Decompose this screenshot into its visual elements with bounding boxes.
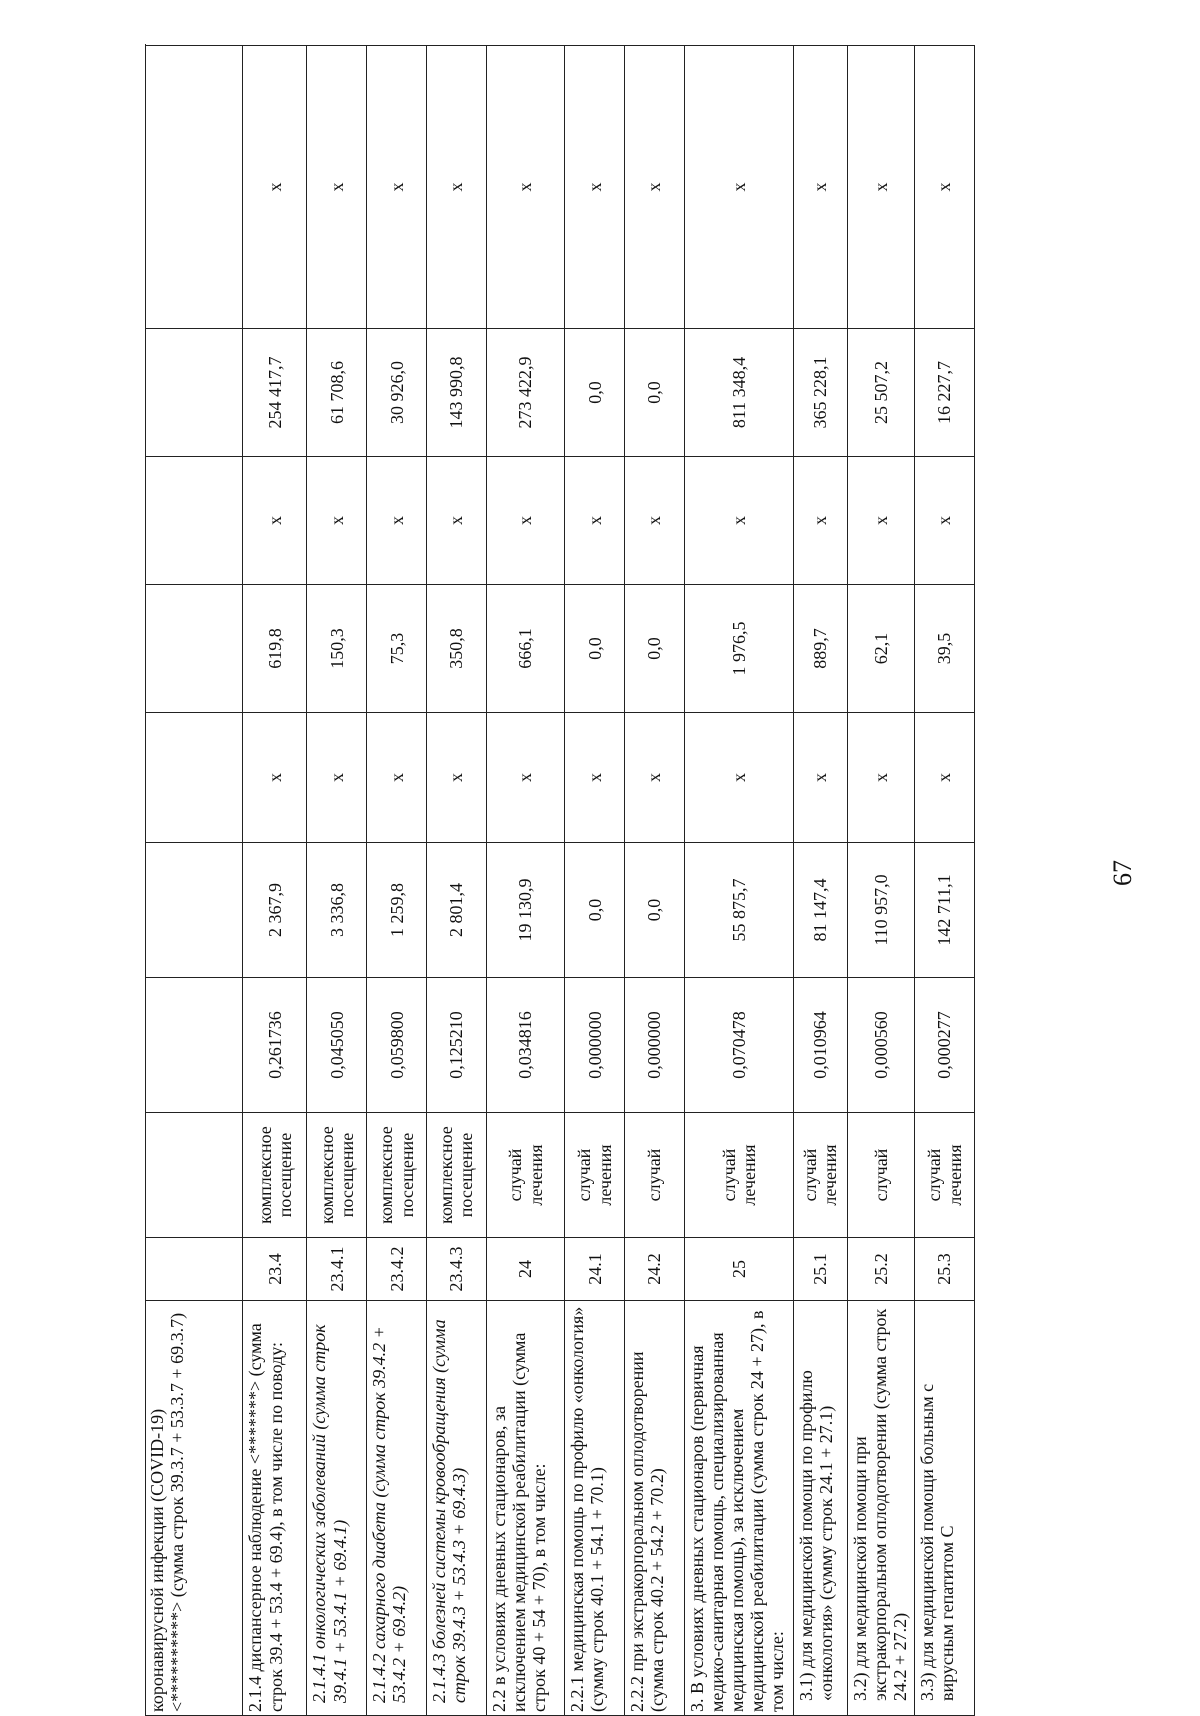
cell-v7: х bbox=[847, 46, 915, 329]
cell-v6: 254 417,7 bbox=[243, 329, 307, 457]
cell-v5: х bbox=[427, 457, 487, 585]
cell-code: 25 bbox=[684, 1238, 793, 1301]
cell-code bbox=[145, 1238, 243, 1301]
cell-v5: х bbox=[684, 457, 793, 585]
cell-code: 24.1 bbox=[565, 1238, 625, 1301]
cell-unit: случай лечения bbox=[793, 1113, 847, 1238]
cell-v3: х bbox=[307, 713, 367, 843]
cell-v4: 62,1 bbox=[847, 585, 915, 713]
cell-v6: 0,0 bbox=[565, 329, 625, 457]
cell-v1: 0,125210 bbox=[427, 978, 487, 1113]
cell-code: 23.4.3 bbox=[427, 1238, 487, 1301]
cell-v6: 25 507,2 bbox=[847, 329, 915, 457]
cell-v7: х bbox=[793, 46, 847, 329]
cell-v2: 55 875,7 bbox=[684, 843, 793, 978]
cell-v4: 75,3 bbox=[367, 585, 427, 713]
cell-v5: х bbox=[307, 457, 367, 585]
cell-v4 bbox=[145, 585, 243, 713]
cell-name: коронавирусной инфекции (COVID-19) <**********> (сумма строк 39.3.7 + 53.3.7 + 69.3.7) bbox=[145, 1301, 243, 1716]
cell-v4: 619,8 bbox=[243, 585, 307, 713]
cell-unit: комплексное посещение bbox=[243, 1113, 307, 1238]
financing-table bbox=[145, 45, 975, 1716]
cell-name: 2.2.2 при экстракорпоральном оплодотворении (сумма строк 40.2 + 54.2 + 70.2) bbox=[625, 1301, 685, 1716]
cell-v7: х bbox=[684, 46, 793, 329]
cell-v7: х bbox=[367, 46, 427, 329]
cell-unit bbox=[145, 1113, 243, 1238]
cell-v1: 0,059800 bbox=[367, 978, 427, 1113]
cell-v3: х bbox=[915, 713, 975, 843]
cell-v3: х bbox=[847, 713, 915, 843]
cell-v1: 0,261736 bbox=[243, 978, 307, 1113]
cell-code: 23.4 bbox=[243, 1238, 307, 1301]
cell-name: 3.1) для медицинской помощи по профилю «онкология» (сумму строк 24.1 + 27.1) bbox=[793, 1301, 847, 1716]
cell-code: 25.3 bbox=[915, 1238, 975, 1301]
cell-v1: 0,010964 bbox=[793, 978, 847, 1113]
rotated-table-page bbox=[145, 46, 1005, 1716]
table-row bbox=[307, 46, 367, 1716]
cell-unit: случай bbox=[847, 1113, 915, 1238]
cell-unit: случай лечения bbox=[565, 1113, 625, 1238]
cell-v2: 0,0 bbox=[565, 843, 625, 978]
cell-unit: комплексное посещение bbox=[307, 1113, 367, 1238]
cell-name: 3.3) для медицинской помощи больным с вирусным гепатитом С bbox=[915, 1301, 975, 1716]
cell-unit: случай лечения bbox=[486, 1113, 564, 1238]
cell-v4: 0,0 bbox=[565, 585, 625, 713]
cell-v1: 0,000560 bbox=[847, 978, 915, 1113]
cell-name: 2.2.1 медицинская помощь по профилю «онкология» (сумму строк 40.1 + 54.1 + 70.1) bbox=[565, 1301, 625, 1716]
cell-code: 23.4.1 bbox=[307, 1238, 367, 1301]
table-body bbox=[145, 46, 975, 1716]
table-row bbox=[793, 46, 847, 1716]
cell-code: 25.1 bbox=[793, 1238, 847, 1301]
cell-v1 bbox=[145, 978, 243, 1113]
table-row bbox=[367, 46, 427, 1716]
cell-v4: 150,3 bbox=[307, 585, 367, 713]
cell-v7: х bbox=[915, 46, 975, 329]
cell-v5: х bbox=[367, 457, 427, 585]
cell-v7: х bbox=[486, 46, 564, 329]
cell-v2: 3 336,8 bbox=[307, 843, 367, 978]
cell-v5: х bbox=[847, 457, 915, 585]
cell-name: 2.1.4 диспансерное наблюдение <*******> (сумма строк 39.4 + 53.4 + 69.4), в том числе по поводу: bbox=[243, 1301, 307, 1716]
table-row bbox=[145, 46, 243, 1716]
cell-name: 2.1.4.2 сахарного диабета (сумма строк 39.4.2 + 53.4.2 + 69.4.2) bbox=[367, 1301, 427, 1716]
cell-v7: х bbox=[427, 46, 487, 329]
cell-v6: 365 228,1 bbox=[793, 329, 847, 457]
cell-v2: 2 801,4 bbox=[427, 843, 487, 978]
cell-v6: 143 990,8 bbox=[427, 329, 487, 457]
cell-v1: 0,034816 bbox=[486, 978, 564, 1113]
cell-v3: х bbox=[565, 713, 625, 843]
page-number: 67 bbox=[1108, 860, 1137, 886]
cell-name: 3. В условиях дневных стационаров (первичная медико-санитарная помощь, специализированная медицинская помощь), за исключением медицинской реабилитации (сумма строк 24 + 27), в том числе: bbox=[684, 1301, 793, 1716]
cell-unit: комплексное посещение bbox=[427, 1113, 487, 1238]
cell-v3: х bbox=[625, 713, 685, 843]
cell-unit: случай лечения bbox=[684, 1113, 793, 1238]
cell-v2: 19 130,9 bbox=[486, 843, 564, 978]
cell-v4: 666,1 bbox=[486, 585, 564, 713]
table-row bbox=[243, 46, 307, 1716]
cell-v7: х bbox=[307, 46, 367, 329]
cell-v1: 0,000277 bbox=[915, 978, 975, 1113]
cell-v6 bbox=[145, 329, 243, 457]
cell-unit: случай bbox=[625, 1113, 685, 1238]
table-row bbox=[486, 46, 564, 1716]
table-row bbox=[915, 46, 975, 1716]
cell-v3: х bbox=[367, 713, 427, 843]
cell-v5 bbox=[145, 457, 243, 585]
cell-v1: 0,000000 bbox=[625, 978, 685, 1113]
cell-v3: х bbox=[684, 713, 793, 843]
cell-v7 bbox=[145, 46, 243, 329]
cell-v3: х bbox=[486, 713, 564, 843]
table-row bbox=[625, 46, 685, 1716]
cell-v7: х bbox=[243, 46, 307, 329]
cell-name: 2.2 в условиях дневных стационаров, за исключением медицинской реабилитации (сумма строк 40 + 54 + 70), в том числе: bbox=[486, 1301, 564, 1716]
cell-v2 bbox=[145, 843, 243, 978]
cell-name: 2.1.4.1 онкологических заболеваний (сумма строк 39.4.1 + 53.4.1 + 69.4.1) bbox=[307, 1301, 367, 1716]
cell-v4: 39,5 bbox=[915, 585, 975, 713]
cell-v6: 61 708,6 bbox=[307, 329, 367, 457]
cell-v3: х bbox=[793, 713, 847, 843]
cell-v6: 811 348,4 bbox=[684, 329, 793, 457]
cell-v4: 1 976,5 bbox=[684, 585, 793, 713]
cell-v7: х bbox=[565, 46, 625, 329]
cell-v2: 2 367,9 bbox=[243, 843, 307, 978]
cell-v5: х bbox=[625, 457, 685, 585]
cell-v2: 1 259,8 bbox=[367, 843, 427, 978]
cell-v4: 889,7 bbox=[793, 585, 847, 713]
cell-v6: 0,0 bbox=[625, 329, 685, 457]
table-row bbox=[684, 46, 793, 1716]
cell-code: 25.2 bbox=[847, 1238, 915, 1301]
cell-v7: х bbox=[625, 46, 685, 329]
cell-v4: 350,8 bbox=[427, 585, 487, 713]
cell-v5: х bbox=[486, 457, 564, 585]
cell-v5: х bbox=[565, 457, 625, 585]
cell-v6: 30 926,0 bbox=[367, 329, 427, 457]
cell-v3: х bbox=[243, 713, 307, 843]
cell-unit: случай лечения bbox=[915, 1113, 975, 1238]
cell-v1: 0,045050 bbox=[307, 978, 367, 1113]
cell-v3 bbox=[145, 713, 243, 843]
table-row bbox=[427, 46, 487, 1716]
cell-v2: 110 957,0 bbox=[847, 843, 915, 978]
cell-unit: комплексное посещение bbox=[367, 1113, 427, 1238]
cell-v5: х bbox=[915, 457, 975, 585]
cell-v2: 142 711,1 bbox=[915, 843, 975, 978]
table-row bbox=[847, 46, 915, 1716]
cell-v4: 0,0 bbox=[625, 585, 685, 713]
cell-v1: 0,000000 bbox=[565, 978, 625, 1113]
cell-name: 3.2) для медицинской помощи при экстракорпоральном оплодотворении (сумма строк 24.2 + 27.2) bbox=[847, 1301, 915, 1716]
cell-v5: х bbox=[243, 457, 307, 585]
cell-v2: 81 147,4 bbox=[793, 843, 847, 978]
cell-v3: х bbox=[427, 713, 487, 843]
table-row bbox=[565, 46, 625, 1716]
cell-v1: 0,070478 bbox=[684, 978, 793, 1113]
cell-code: 24 bbox=[486, 1238, 564, 1301]
cell-code: 23.4.2 bbox=[367, 1238, 427, 1301]
cell-v5: х bbox=[793, 457, 847, 585]
cell-name: 2.1.4.3 болезней системы кровообращения (сумма строк 39.4.3 + 53.4.3 + 69.4.3) bbox=[427, 1301, 487, 1716]
cell-code: 24.2 bbox=[625, 1238, 685, 1301]
cell-v6: 273 422,9 bbox=[486, 329, 564, 457]
cell-v2: 0,0 bbox=[625, 843, 685, 978]
cell-v6: 16 227,7 bbox=[915, 329, 975, 457]
